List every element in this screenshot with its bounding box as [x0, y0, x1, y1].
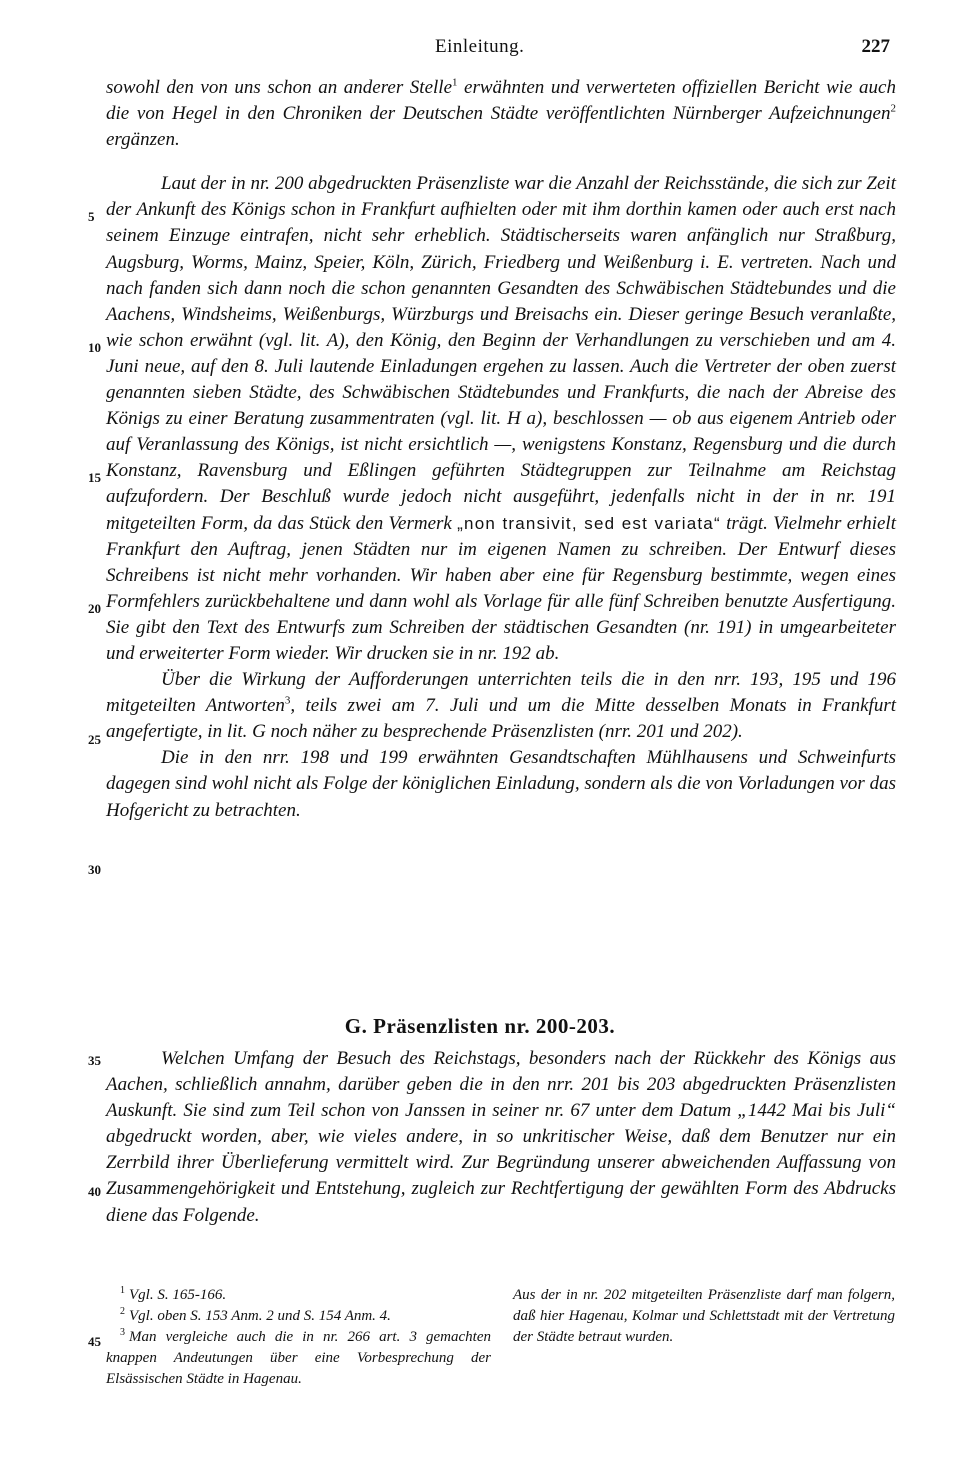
- body-text-upper: [106, 75, 896, 824]
- footnote-text: Vgl. S. 165-166.: [129, 1287, 227, 1303]
- section-title: G. Präsenzlisten nr. 200-203.: [344, 1014, 616, 1038]
- line-number: 35: [88, 1053, 101, 1068]
- footnote-ref-3: 3: [284, 694, 291, 707]
- footnote-ref-2: 2: [890, 102, 896, 115]
- footnote-ref-1: 1: [452, 76, 458, 89]
- running-title: Einleitung.: [435, 36, 525, 57]
- footnotes-left-column: [106, 1285, 491, 1390]
- body-text-lower: [106, 1046, 896, 1229]
- paragraph-1-part-b: erwähnten und verwerteten offiziellen Bericht wie auch die von Hegel in den Chroniken der Deutschen Städte veröffentlichten Nürnberger Aufzeichnungen: [106, 77, 896, 125]
- paragraph-2: [106, 171, 896, 667]
- paragraph-3-part-a: Über die Wirkung der Aufforderungen unterrichten teils die in den nrr. 193, 195 und 196 mitgeteilten Antworten: [106, 669, 896, 717]
- page-header: [0, 36, 960, 62]
- line-number: 20: [88, 601, 101, 616]
- line-number: 30: [88, 862, 101, 877]
- footnotes-right-column: [513, 1285, 895, 1348]
- page-number: 227: [861, 36, 890, 57]
- footnote-text: Man vergleiche auch die in nr. 266 art. 3 gemachten knappen Andeutungen über eine Vorbesprechung der Elsässischen Städte in Hagenau.: [106, 1329, 491, 1387]
- line-number: 45: [88, 1334, 101, 1349]
- footnote-mark: 2: [120, 1306, 125, 1317]
- paragraph-1: [106, 75, 896, 153]
- footnote-text: Vgl. oben S. 153 Anm. 2 und S. 154 Anm. 4.: [129, 1308, 391, 1324]
- line-number: 15: [88, 470, 101, 485]
- quoted-vermerk: „non transivit, sed est variata“: [457, 513, 721, 533]
- paragraph-2-part-a: Laut der in nr. 200 abgedruckten Präsenzliste war die Anzahl der Reichsstände, die sich zur Zeit der Ankunft des Königs schon in Frankfurt aufhielten oder mit ihm dorthin kamen oder auch erst nach seinem Einzuge eintrafen, nicht sehr erheblich. Städtischerseits waren anfänglich nur Straßburg, Augsburg, Worms, Mainz, Speier, Köln, Zürich, Friedberg und Weißenburg i. E. vertreten. Nach und nach fanden sich dann noch die schon genannten Gesandten des Schwäbischen Städtebundes und die Aachens, Windsheims, Weißenburgs, Würzburgs und Breisachs ein. Dieser geringe Besuch veranlaßte, wie schon erwähnt (vgl. lit. A), den König, den Beginn der Verhandlungen zu verschieben und am 4. Juni neue, auf den 8. Juli lautende Einladungen ergehen zu lassen. Auch die Vertreter der oben zuerst genannten sieben Städte, des Schwäbischen Städtebundes und Frankfurts, die nach der Abreise des Königs zu einer Beratung zusammentraten (vgl. lit. H a), beschlossen — ob aus eigenem Antrieb oder auf Veranlassung des Königs, ist nicht ersichtlich —, wenigstens Konstanz, Regensburg und die durch Konstanz, Ravensburg und Eßlingen geführten Städtegruppen zur Teilnahme am Reichstag aufzufordern. Der Beschluß wurde jedoch nicht ausgeführt, jedenfalls nicht in der in nr. 191 mitgeteilten Form, da das Stück den Vermerk: [106, 173, 896, 534]
- footnote-3-continuation: Aus der in nr. 202 mitgeteilten Präsenzliste darf man folgern, daß hier Hagenau, Kolmar und Schlettstadt mit der Vertretung der Städte betraut wurden.: [513, 1287, 895, 1345]
- paragraph-1-part-a: sowohl den von uns schon an anderer Stelle: [106, 77, 452, 98]
- line-number: 5: [88, 209, 95, 224]
- line-number: 25: [88, 732, 101, 747]
- paragraph-3-part-b: , teils zwei am 7. Juli und um die Mitte desselben Monats in Frankfurt angefertigte, in lit. G noch näher zu besprechende Präsenzlisten (nrr. 201 und 202).: [106, 695, 896, 743]
- footnote-1: [106, 1285, 491, 1306]
- footnote-2: [106, 1306, 491, 1327]
- paragraph-4: Die in den nrr. 198 und 199 erwähnten Gesandtschaften Mühlhausens und Schweinfurts dagegen sind wohl nicht als Folge der königlichen Einladung, sondern als die von Vorladungen vor das Hofgericht zu betrachten.: [106, 747, 896, 821]
- paragraph-3: [106, 667, 896, 745]
- footnote-mark: 1: [120, 1285, 125, 1296]
- paragraph-2-part-b: trägt. Vielmehr erhielt Frankfurt den Auftrag, jenen Städten nur im eigenen Namen zu schreiben. Der Entwurf dieses Schreibens ist nicht mehr vorhanden. Wir haben aber eine für Regensburg bestimmte, wegen eines Formfehlers zurückbehaltene und dann wohl als Vorlage für alle fünf Schreiben benutzte Ausfertigung. Sie gibt den Text des Entwurfs zum Schreiben der städtischen Gesandten (nr. 191) in umgearbeiteter und erweiterter Form wieder. Wir drucken sie in nr. 192 ab.: [106, 512, 896, 664]
- footnote-mark: 3: [120, 1327, 125, 1338]
- paragraph-5: Welchen Umfang der Besuch des Reichstags, besonders nach der Rückkehr des Königs aus Aachen, schließlich annahm, darüber geben die in den nrr. 201 bis 203 abgedruckten Präsenzlisten Auskunft. Sie sind zum Teil schon von Janssen in seiner nr. 67 unter dem Datum „1442 Mai bis Juli“ abgedruckt worden, aber, wie vieles andere, in so unkritischer Weise, daß dem Benutzer nur ein Zerrbild ihrer Überlieferung vermittelt wird. Zur Begründung unserer abweichenden Auffassung von Zusammengehörigkeit und Entstehung, zugleich zur Rechtfertigung der gewählten Form des Abdrucks diene das Folgende.: [106, 1048, 896, 1226]
- footnote-3: [106, 1327, 491, 1390]
- paragraph-1-part-c: ergänzen.: [106, 129, 180, 151]
- line-number: 40: [88, 1184, 101, 1199]
- line-number: 10: [88, 340, 101, 355]
